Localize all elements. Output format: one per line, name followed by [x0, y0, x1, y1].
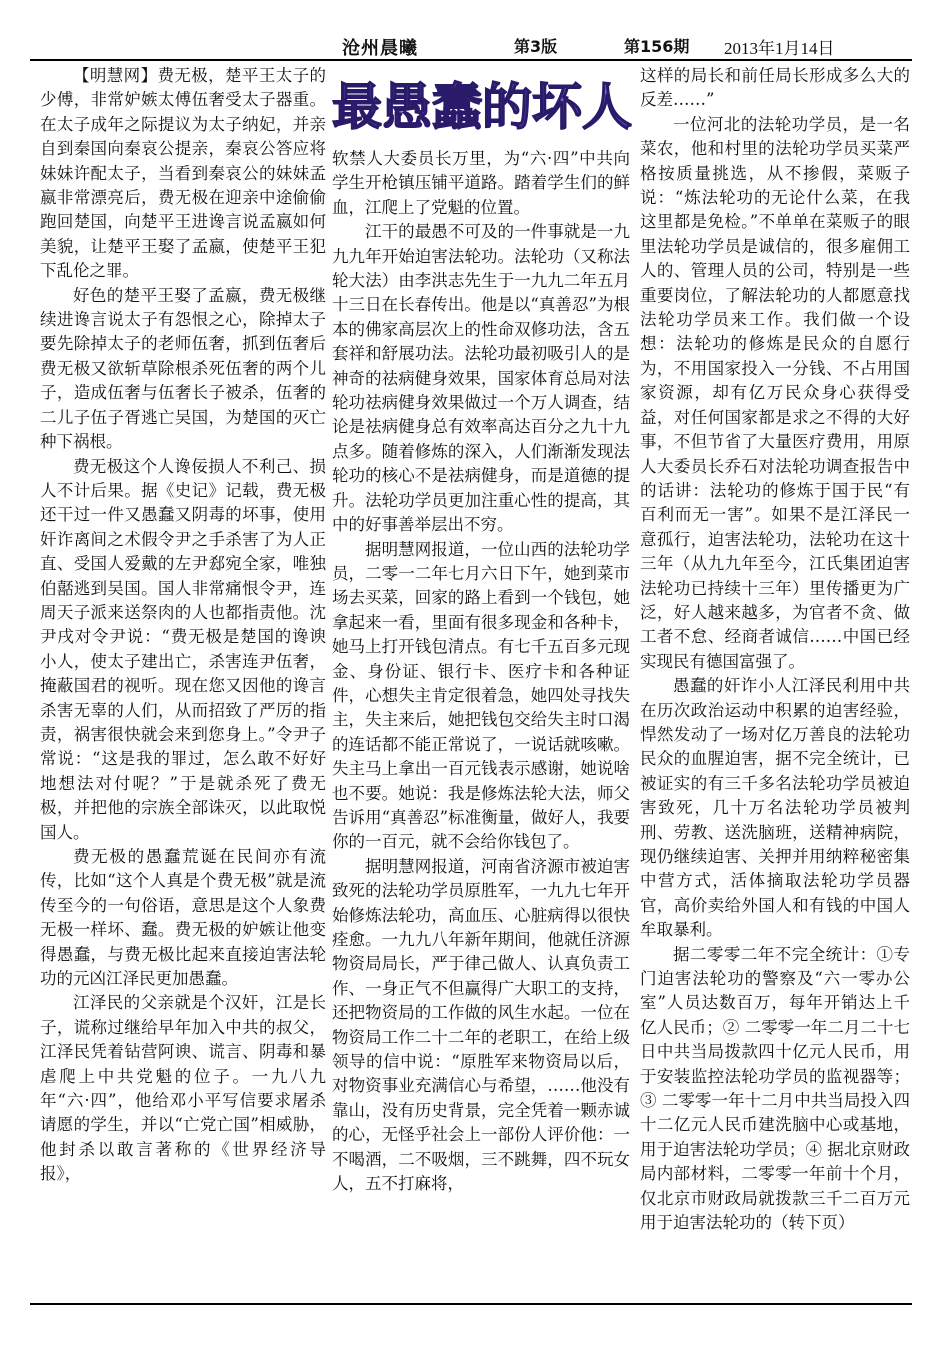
paragraph: 江泽民的父亲就是个汉奸，江是长子，谎称过继给早年加入中共的叔父，江泽民凭着钻营阿谀、谎言、阴毒和暴虐爬上中共党魁的位子。一九八九年“六·四”，他给邓小平写信要求屠杀请愿的学生，并以“亡党亡国”相威胁，他封杀以敢言著称的《世界经济导报》， — [40, 993, 326, 1184]
paragraph: 据二零零二年不完全统计：①专门迫害法轮功的警察及“六一零办公室”人员达数百万，每年开销达上千亿人民币；② 二零零一年二月二十七日中共当局拨款四十亿元人民币，用于安装监控法轮功学员的监视器等；③ 二零零一年十二月中共当局投入四十二亿元人民币建洗脑中心或基地，用于迫害法轮功学员；④ 据北京财政局内部材料，二零零一年前十个月，仅北京市财政局就拨款三千二百万元用于迫害法轮功的（转下页） — [640, 944, 910, 1233]
masthead — [30, 34, 910, 60]
paragraph: 一位河北的法轮功学员，是一名菜农，他和村里的法轮功学员买菜严格按质量挑选，从不掺假，菜贩子说：“炼法轮功的无论什么菜，在我这里都是免检。”不单单在菜贩子的眼里法轮功学员是诚信的，很多雇佣工人的、管理人员的公司，特别是一些重要岗位，了解法轮功的人都愿意找法轮功学员来工作。我们做一个设想：法轮功的修炼是民众的自愿行为，不用国家投入一分钱、不占用国家资源，却有亿万民众身心获得受益，对任何国家都是求之不得的大好事，不但节省了大量医疗费用，用原人大委员长乔石对法轮功调查报告中的话讲：法轮功的修炼于国于民“有百利而无一害”。如果不是江泽民一意孤行，迫害法轮功，法轮功在这十三年（从九九年至今，江氏集团迫害法轮功已持续十三年）里传播更为广泛，好人越来越多，为官者不贪、做工者不怠、经商者诚信……中国已经实现民有德国富强了。 — [640, 114, 910, 671]
title-graphic — [330, 70, 635, 142]
article-column-1 — [40, 64, 326, 1187]
paragraph: 费无极这个人谗佞损人不利己、损人不计后果。据《史记》记载，费无极还干过一件又愚蠢又阴毒的坏事，使用奸诈离间之术假令尹之手杀害了为人正直、受国人爱戴的左尹郄宛全家，唯独伯嚭逃到吴国。国人非常痛恨令尹，连周天子派来送祭肉的人也都指责他。沈尹戌对令尹说：“费无极是楚国的谗谀小人，使太子建出亡，杀害连尹伍奢，掩蔽国君的视听。现在您又因他的谗言杀害无辜的人们，从而招致了严厉的指责，祸害很快就会来到您身上。”令尹子常说：“这是我的罪过，怎么敢不好好地想法对付呢？”于是就杀死了费无极，并把他的宗族全部诛灭，以此取悦国人。 — [40, 456, 326, 842]
paragraph: 好色的楚平王娶了孟嬴，费无极继续进谗言说太子有怨恨之心，除掉太子要先除掉太子的老师伍奢，抓到伍奢后费无极又欲斩草除根杀死伍奢的两个儿子，造成伍奢与伍奢长子被杀，伍奢的二儿子伍子胥逃亡吴国，为楚国的灭亡种下祸根。 — [40, 285, 326, 452]
paragraph: 愚蠢的奸诈小人江泽民利用中共在历次政治运动中积累的迫害经验，悍然发动了一场对亿万善良的法轮功民众的血腥迫害，据不完全统计，已被证实的有三千多名法轮功学员被迫害致死，几十万名法轮功学员被判刑、劳教、送洗脑班，送精神病院，现仍继续迫害、关押并用纳粹秘密集中营方式，活体摘取法轮功学员器官，高价卖给外国人和有钱的中国人牟取暴利。 — [640, 676, 910, 940]
article-title — [330, 70, 635, 142]
paragraph: 软禁人大委员长万里，为“六·四”中共向学生开枪镇压铺平道路。踏着学生们的鲜血，江爬上了党魁的位置。 — [332, 149, 630, 217]
header-rule — [30, 59, 912, 61]
paragraph: 【明慧网】费无极，楚平王太子的少傅，非常妒嫉太傅伍奢受太子器重。在太子成年之际提议为太子纳妃，并亲自到秦国向秦哀公提亲，秦哀公答应将妹妹许配太子，当看到秦哀公的妹妹孟嬴非常漂亮后，费无极在迎亲中途偷偷跑回楚国，向楚平王进谗言说孟嬴如何美貌，让楚平王娶了孟嬴，使楚平王犯下乱伦之罪。 — [40, 66, 326, 281]
edition-label: 第3版 — [514, 37, 558, 56]
paragraph: 费无极的愚蠢荒诞在民间亦有流传，比如“这个人真是个费无极”就是流传至今的一句俗语，意思是这个人象费无极一样坏、蠢。费无极的妒嫉让他变得愚蠢，与费无极比起来直接迫害法轮功的元凶江泽民更加愚蠢。 — [40, 847, 326, 989]
paragraph: 据明慧网报道，河南省济源市被迫害致死的法轮功学员原胜军，一九九七年开始修炼法轮功，高血压、心脏病得以很快痊愈。一九九八年新年期间，他就任济源物资局局长，严于律己做人、认真负责工作、一身正气不但赢得广大职工的支持，还把物资局的工作做的风生水起。一位在物资局工作二十二年的老职工，在给上级领导的信中说：“原胜军来物资局以后，对物资事业充满信心与希望，……他没有靠山，没有历史背景，完全凭着一颗赤诚的心，无怪乎社会上一部份人评价他：一不喝酒，二不吸烟，三不跳舞，四不玩女人，五不打麻将， — [332, 856, 630, 1194]
paragraph: 这样的局长和前任局长形成多么大的反差……” — [640, 66, 910, 110]
title-text: 最愚蠢的坏人 — [332, 78, 632, 136]
issue-date: 2013年1月14日 — [724, 39, 835, 58]
article-column-2 — [332, 147, 630, 1196]
article-column-3 — [640, 64, 910, 1236]
footer-rule — [30, 1303, 912, 1305]
newspaper-name: 沧州晨曦 — [342, 38, 418, 59]
paragraph: 江干的最愚不可及的一件事就是一九九九年开始迫害法轮功。法轮功（又称法轮大法）由李洪志先生于一九九二年五月十三日在长春传出。他是以“真善忍”为根本的佛家高层次上的性命双修功法，含五套祥和舒展功法。法轮功最初吸引人的是神奇的祛病健身效果，国家体育总局对法轮功祛病健身效果做过一个万人调查，结论是祛病健身总有效率高达百分之九十九点多。随着修炼的深入，人们渐渐发现法轮功的核心不是祛病健身，而是道德的提升。法轮功学员更加注重心性的提高，其中的好事善举层出不穷。 — [332, 222, 630, 535]
paragraph: 据明慧网报道，一位山西的法轮功学员，二零一二年七月六日下午，她到菜市场去买菜，回家的路上看到一个钱包，她拿起来一看，里面有很多现金和各种卡，她马上打开钱包清点。有七千五百多元现金、身份证、银行卡、医疗卡和各种证件，心想失主肯定很着急，她四处寻找失主，失主来后，她把钱包交给失主时口渴的连话都不能正常说了，一说话就咳嗽。失主马上拿出一百元钱表示感谢，她说啥也不要。她说：我是修炼法轮大法，师父告诉用“真善忍”标准衡量，做好人，我要你的一百元，就不会给你钱包了。 — [332, 539, 630, 852]
issue-number: 第156期 — [624, 37, 690, 56]
